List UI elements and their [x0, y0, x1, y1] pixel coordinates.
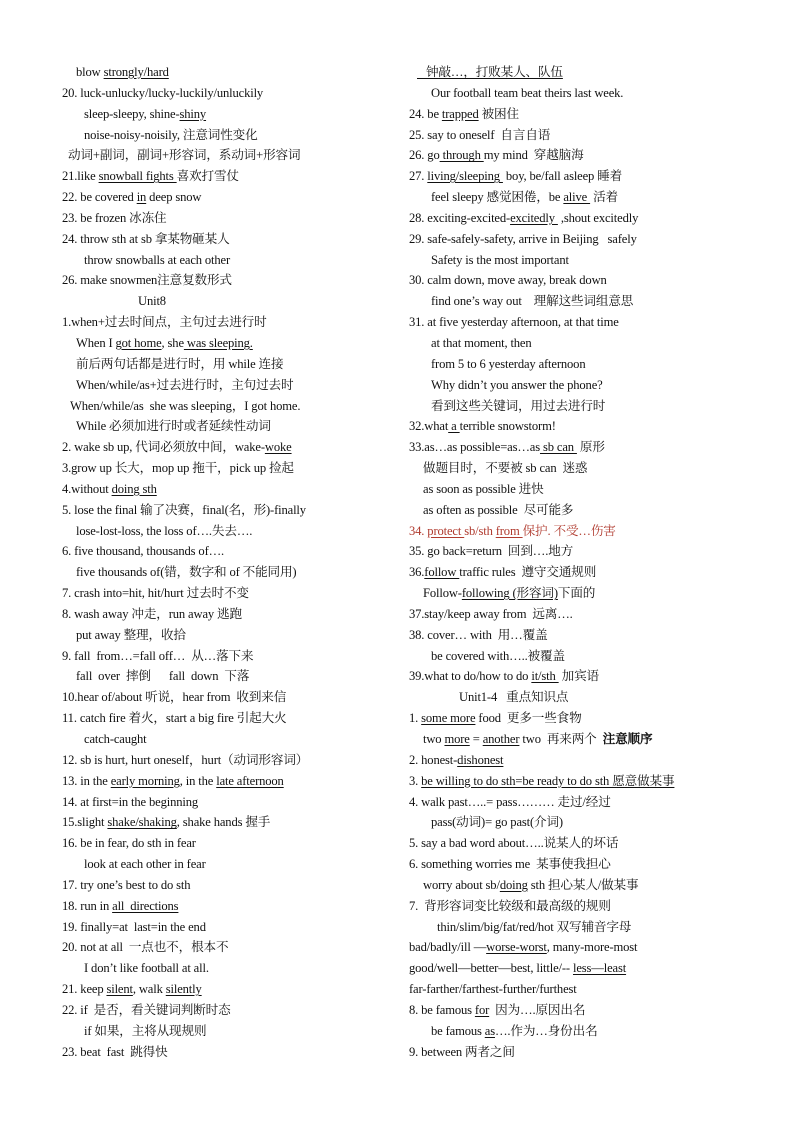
note-text: good/well—better—best, little/-- — [409, 961, 573, 976]
note-text: 17. try one’s best to do sth — [62, 877, 191, 892]
note-line — [409, 812, 759, 833]
underlined-text: shiny — [179, 106, 207, 121]
note-line — [62, 145, 400, 166]
note-line — [62, 729, 400, 750]
note-text: as soon as possible 进快 — [423, 481, 544, 496]
note-text: 5. say a bad word about…..说某人的坏话 — [409, 836, 619, 851]
note-text: 20. luck-unlucky/lucky-luckily/unluckily — [62, 85, 264, 100]
note-text: from 5 to 6 yesterday afternoon — [431, 356, 586, 371]
underlined-text: more — [444, 732, 470, 746]
note-line — [409, 62, 759, 83]
note-text: 2. wake sb up, 代词必须放中间，wake- — [62, 440, 265, 455]
note-text: 30. calm down, move away, break down — [409, 273, 607, 288]
note-text: 动词+副词，副词+形容词，系动词+形容词 — [68, 148, 301, 163]
note-line — [409, 312, 759, 333]
note-line — [62, 1042, 400, 1063]
note-line — [409, 792, 759, 813]
note-line — [409, 583, 759, 604]
note-line — [409, 666, 759, 687]
note-text: 22. if 是否，看关键词判断时态 — [62, 1002, 231, 1017]
note-text: When/while/as+过去进行时，主句过去时 — [76, 377, 294, 392]
underlined-text: 钟敲…，打败某人、队伍 — [417, 65, 563, 79]
note-line — [62, 583, 400, 604]
note-text: 4. walk past…..= pass……… 走过/经过 — [409, 794, 611, 809]
note-text: feel sleepy 感觉困倦，be — [431, 190, 564, 205]
note-text: When I — [76, 335, 116, 350]
note-text: worry about sb/ — [423, 877, 500, 892]
note-text: 7. 背形容词变比较级和最高级的规则 — [409, 898, 611, 913]
note-line — [409, 375, 759, 396]
underlined-text: worse-worst — [486, 940, 547, 955]
note-line — [409, 354, 759, 375]
note-text: 4.without — [62, 481, 112, 496]
note-text: 32.what — [409, 419, 449, 434]
note-text: 24. throw sth at sb 拿某物砸某人 — [62, 231, 230, 246]
note-text: 24. be — [409, 106, 442, 121]
note-line — [409, 416, 759, 437]
note-line — [409, 500, 759, 521]
note-text: 27. — [409, 169, 428, 184]
note-text: 15.slight — [62, 815, 108, 830]
underlined-text: it/sth — [531, 669, 559, 684]
note-line — [62, 437, 400, 458]
underlined-text: doing — [499, 877, 528, 892]
note-line — [409, 979, 759, 1000]
note-line — [62, 208, 400, 229]
note-text: 3. — [409, 773, 422, 788]
note-line — [62, 541, 400, 562]
note-text: 16. be in fear, do sth in fear — [62, 836, 196, 851]
note-text: Safety is the most important — [431, 252, 569, 267]
note-text: sb/sth — [464, 523, 496, 538]
note-text: Follow- — [423, 586, 462, 601]
note-line — [409, 937, 759, 958]
note-text: five thousands of(错，数字和 of 不能同用) — [76, 565, 297, 580]
underlined-text: shake/shaking — [107, 815, 177, 830]
note-text: 加宾语 — [558, 669, 599, 684]
underlined-text: doing sth — [111, 481, 157, 496]
note-text: 11. catch fire 着火，start a big fire 引起大火 — [62, 711, 287, 726]
underlined-text: alive — [563, 190, 591, 205]
note-text: 14. at first=in the beginning — [62, 794, 199, 809]
note-line — [62, 708, 400, 729]
note-text: catch-caught — [84, 732, 147, 746]
note-text: Our football team beat theirs last week. — [431, 85, 624, 100]
note-text: pass(动词)= go past(介词) — [431, 815, 563, 830]
note-text: terrible snowstorm! — [459, 419, 556, 434]
note-text: 26. make snowmen注意复数形式 — [62, 273, 232, 288]
underlined-text: excitedly — [510, 210, 558, 225]
note-line — [62, 375, 400, 396]
note-line — [62, 792, 400, 813]
note-text: 10.hear of/about 听说，hear from 收到来信 — [62, 690, 287, 705]
note-text: 6. something worries me 某事使我担心 — [409, 857, 611, 872]
note-text: 3.grow up 长大，mop up 拖干，pick up 捡起 — [62, 461, 294, 476]
note-text: 21. keep — [62, 982, 107, 997]
note-line — [62, 812, 400, 833]
note-line — [409, 145, 759, 166]
note-line — [409, 250, 759, 271]
note-text: 31. at five yesterday afternoon, at that time — [409, 315, 619, 330]
note-line — [409, 958, 759, 979]
note-line — [409, 854, 759, 875]
note-line — [62, 687, 400, 708]
underlined-text: got home — [115, 335, 162, 350]
note-text: at that moment, then — [431, 335, 532, 350]
note-line — [409, 562, 759, 583]
note-line — [409, 771, 759, 792]
note-text: be covered with…..被覆盖 — [431, 648, 565, 663]
note-text: 23. be frozen 冰冻住 — [62, 210, 167, 225]
note-line — [409, 750, 759, 771]
underlined-text: be willing to do sth=be ready to do sth 愿意做某事 — [421, 773, 675, 788]
underlined-text: was sleeping. — [183, 335, 253, 350]
note-text: 12. sb is hurt, hurt oneself，hurt（动词形容词） — [62, 752, 309, 767]
note-line — [62, 771, 400, 792]
note-line — [62, 83, 400, 104]
note-line — [62, 625, 400, 646]
note-text: if 如果，主将从现规则 — [84, 1023, 207, 1038]
note-text: While 必须加进行时或者延续性动词 — [76, 419, 271, 434]
note-text: When/while/as she was sleeping，I got home. — [70, 398, 301, 413]
underlined-text: some more — [421, 711, 476, 726]
note-line — [62, 875, 400, 896]
note-line — [62, 229, 400, 250]
underlined-text: a — [448, 419, 460, 434]
note-line — [62, 646, 400, 667]
note-line — [62, 291, 400, 312]
note-line — [409, 333, 759, 354]
note-line — [62, 833, 400, 854]
note-text: = — [469, 732, 483, 746]
note-line — [62, 896, 400, 917]
note-text: 6. five thousand, thousands of…. — [62, 544, 225, 559]
note-line — [409, 104, 759, 125]
note-line — [409, 458, 759, 479]
note-text: traffic rules 遵守交通规则 — [459, 565, 597, 580]
note-line — [409, 708, 759, 729]
note-line — [62, 562, 400, 583]
underlined-text: for — [474, 1002, 490, 1017]
note-line — [62, 416, 400, 437]
note-line — [62, 604, 400, 625]
note-line — [409, 83, 759, 104]
underlined-text: dishonest — [457, 752, 504, 767]
note-text: sth 担心某人/做某事 — [527, 877, 639, 892]
note-line — [62, 1021, 400, 1042]
note-line — [409, 1042, 759, 1063]
underlined-text: sb can — [539, 440, 577, 455]
underlined-text: silently — [165, 982, 202, 997]
note-text: 19. finally=at last=in the end — [62, 919, 206, 934]
note-line — [409, 270, 759, 291]
note-text: 20. not at all 一点也不，根本不 — [62, 940, 229, 955]
underlined-text: follow — [424, 565, 460, 580]
note-text: 34. — [409, 523, 428, 538]
note-text: 9. between 两者之间 — [409, 1044, 515, 1059]
note-text: 活着 — [590, 190, 618, 205]
left-column — [62, 62, 400, 1063]
note-text: , many-more-most — [546, 940, 638, 955]
note-text: throw snowballs at each other — [84, 252, 231, 267]
note-line — [409, 687, 759, 708]
note-text: 1.when+过去时间点，主句过去进行时 — [62, 315, 267, 330]
note-text: as often as possible 尽可能多 — [423, 502, 574, 517]
note-line — [62, 500, 400, 521]
note-text: 前后两句话都是进行时，用 while 连接 — [76, 356, 284, 371]
note-text: 8. be famous — [409, 1002, 475, 1017]
note-text: far-farther/farthest-further/furthest — [409, 982, 577, 997]
note-text: I don’t like football at all. — [84, 961, 209, 976]
note-line — [409, 437, 759, 458]
note-line — [409, 541, 759, 562]
underlined-text: less—least — [572, 961, 627, 976]
note-text: 注意顺序 — [602, 732, 653, 746]
note-text: 下面的 — [557, 586, 596, 601]
note-text: 9. fall from…=fall off… 从…落下来 — [62, 648, 254, 663]
note-text: be famous — [431, 1023, 485, 1038]
note-text: 26. go — [409, 148, 440, 163]
underlined-text: early morning — [110, 773, 180, 788]
note-line — [62, 750, 400, 771]
note-text: thin/slim/big/fat/red/hot 双写辅音字母 — [437, 919, 632, 934]
note-line — [62, 125, 400, 146]
note-text: food 更多一些食物 — [475, 711, 582, 726]
note-line — [62, 333, 400, 354]
note-text: boy, be/fall asleep 睡着 — [502, 169, 623, 184]
note-text: 23. beat fast 跳得快 — [62, 1044, 168, 1059]
note-line — [62, 354, 400, 375]
note-text: two 再来两个 — [519, 732, 603, 746]
note-line — [409, 479, 759, 500]
note-line — [409, 187, 759, 208]
note-text: 18. run in — [62, 898, 113, 913]
note-text: 37.stay/keep away from 远离…. — [409, 606, 573, 621]
note-line — [409, 291, 759, 312]
note-text: 25. say to oneself 自言自语 — [409, 127, 551, 142]
underlined-text: snowball fights — [98, 169, 177, 184]
note-text: ,shout excitedly — [557, 210, 639, 225]
note-text: 33.as…as possible=as…as — [409, 440, 540, 455]
note-text: , in the — [179, 773, 217, 788]
note-line — [62, 396, 400, 417]
note-text: 22. be covered — [62, 190, 137, 205]
note-text: two — [423, 732, 445, 746]
underlined-text: through — [439, 148, 484, 163]
note-text: find one’s way out 理解这些词组意思 — [431, 294, 634, 309]
underlined-text: all directions — [112, 898, 179, 913]
note-text: 36. — [409, 565, 425, 580]
note-text: 13. in the — [62, 773, 111, 788]
underlined-text: protect — [427, 523, 465, 538]
note-text: 2. honest- — [409, 752, 458, 767]
note-line — [62, 270, 400, 291]
right-column — [409, 62, 759, 1063]
note-line — [409, 166, 759, 187]
note-line — [62, 521, 400, 542]
underlined-text: in — [136, 190, 147, 205]
note-text: ….作为…身份出名 — [494, 1023, 598, 1038]
note-line — [62, 958, 400, 979]
note-text: look at each other in fear — [84, 857, 206, 872]
note-text: 35. go back=return 回到….地方 — [409, 544, 574, 559]
note-text: 39.what to do/how to do — [409, 669, 532, 684]
note-line — [62, 62, 400, 83]
note-text: bad/badly/ill — — [409, 940, 487, 955]
note-line — [62, 917, 400, 938]
note-line — [62, 312, 400, 333]
underlined-text: late afternoon — [216, 773, 284, 788]
note-text: Unit1-4 重点知识点 — [459, 690, 569, 705]
note-line — [62, 1000, 400, 1021]
note-text: , she — [161, 335, 184, 350]
note-text: 做题目时，不要被 sb can 迷惑 — [423, 461, 588, 476]
note-line — [62, 458, 400, 479]
note-text: 1. — [409, 711, 422, 726]
note-text: 保护. 不受…伤害 — [522, 523, 616, 538]
note-text: blow — [76, 65, 104, 79]
note-line — [409, 833, 759, 854]
note-text: 5. lose the final 输了决赛，final(名，形)-finally — [62, 502, 306, 517]
note-text: 喜欢打雪仗 — [176, 169, 239, 184]
note-text: 8. wash away 冲走，run away 逃跑 — [62, 606, 242, 621]
underlined-text: from — [495, 523, 523, 538]
note-text: sleep-sleepy, shine- — [84, 106, 180, 121]
note-line — [409, 1000, 759, 1021]
note-text: Why didn’t you answer the phone? — [431, 377, 603, 392]
note-line — [409, 521, 759, 542]
underlined-text: trapped — [441, 106, 479, 121]
note-text: deep snow — [146, 190, 202, 205]
note-text: put away 整理，收拾 — [76, 627, 186, 642]
note-line — [62, 854, 400, 875]
note-text: 38. cover… with 用…覆盖 — [409, 627, 548, 642]
note-line — [409, 729, 759, 750]
underlined-text: as — [484, 1023, 495, 1038]
note-text: 原形 — [576, 440, 605, 455]
note-text: 28. exciting-excited- — [409, 210, 511, 225]
underlined-text: woke — [264, 440, 292, 455]
note-line — [409, 896, 759, 917]
note-text: 21.like — [62, 169, 99, 184]
note-text: 看到这些关键词，用过去进行时 — [431, 398, 606, 413]
note-line — [409, 1021, 759, 1042]
underlined-text: strongly/hard — [103, 65, 169, 79]
note-line — [409, 625, 759, 646]
note-text: 因为….原因出名 — [489, 1002, 586, 1017]
note-text: , shake hands 握手 — [176, 815, 271, 830]
underlined-text: living/sleeping — [427, 169, 503, 184]
note-line — [62, 479, 400, 500]
note-text: , walk — [132, 982, 166, 997]
note-line — [409, 208, 759, 229]
note-line — [62, 166, 400, 187]
note-text: my mind 穿越脑海 — [483, 148, 584, 163]
note-line — [409, 604, 759, 625]
note-text: noise-noisy-noisily, 注意词性变化 — [84, 127, 258, 142]
note-line — [409, 396, 759, 417]
note-text: Unit8 — [138, 294, 166, 309]
note-line — [409, 875, 759, 896]
note-line — [409, 646, 759, 667]
note-line — [62, 937, 400, 958]
underlined-text: following (形容词) — [461, 586, 558, 601]
note-line — [62, 104, 400, 125]
underlined-text: silent — [106, 982, 133, 997]
note-line — [409, 917, 759, 938]
note-text: 7. crash into=hit, hit/hurt 过去时不变 — [62, 586, 249, 601]
note-line — [62, 979, 400, 1000]
note-text: 29. safe-safely-safety, arrive in Beijing safely — [409, 231, 637, 246]
note-line — [409, 125, 759, 146]
note-text: fall over 摔倒 fall down 下落 — [76, 669, 250, 684]
note-line — [409, 229, 759, 250]
note-line — [62, 187, 400, 208]
note-line — [62, 666, 400, 687]
note-line — [62, 250, 400, 271]
note-text: 被困住 — [478, 106, 519, 121]
note-text: lose-lost-loss, the loss of….失去…. — [76, 523, 253, 538]
underlined-text: another — [482, 732, 520, 746]
